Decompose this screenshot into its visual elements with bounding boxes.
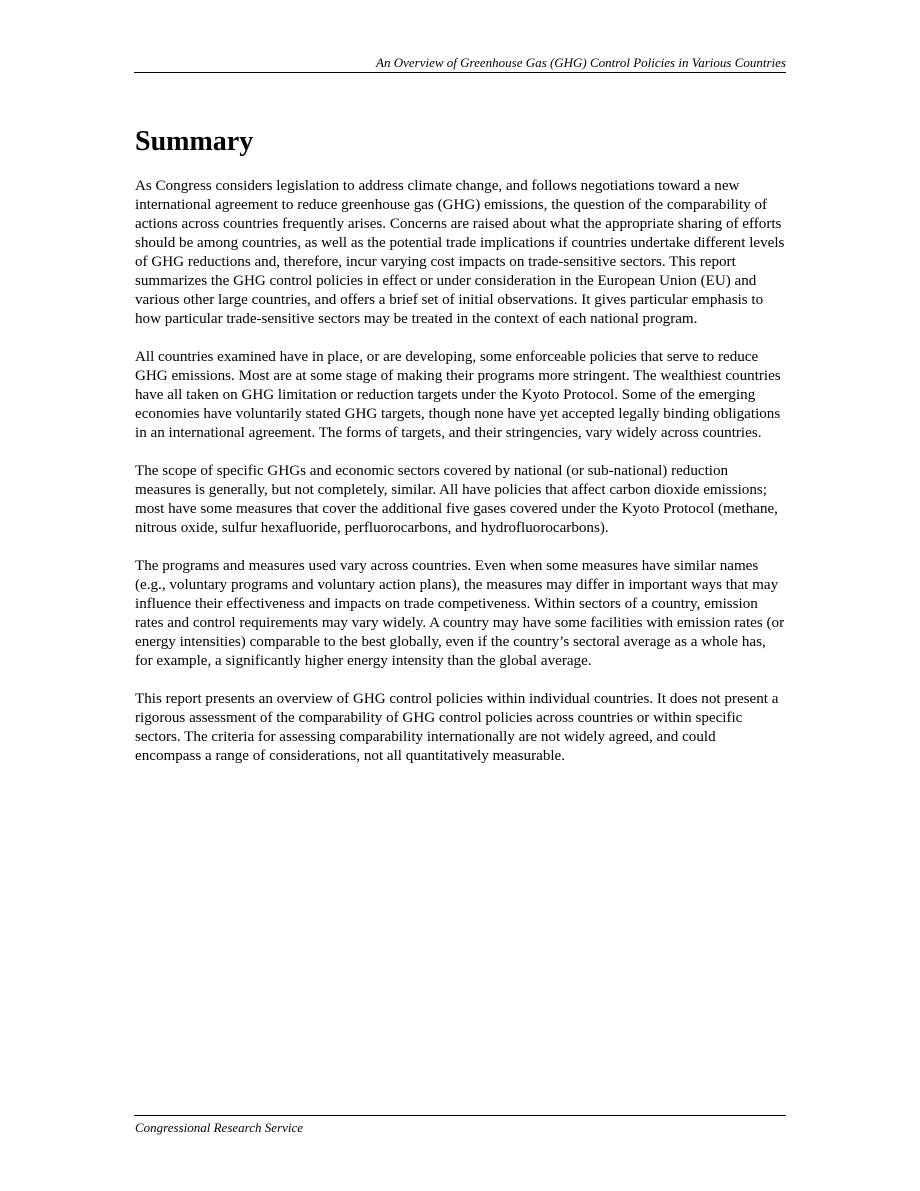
summary-body xyxy=(135,177,785,785)
section-title: Summary xyxy=(135,126,254,157)
summary-paragraph-3: The scope of specific GHGs and economic sectors covered by national (or sub-national) reduction measures is generally, but not completely, similar. All have policies that affect carbon dioxide emissions; most have some measures that cover the additional five gases covered under the Kyoto Protocol (methane, nitrous oxide, sulfur hexafluoride, perfluorocarbons, and hydrofluorocarbons). xyxy=(135,463,778,536)
footer-rule xyxy=(134,1115,786,1116)
running-footer-publisher: Congressional Research Service xyxy=(135,1120,303,1135)
header-rule xyxy=(134,72,786,73)
running-header-title: An Overview of Greenhouse Gas (GHG) Control Policies in Various Countries xyxy=(376,55,786,70)
summary-paragraph-2: All countries examined have in place, or are developing, some enforceable policies that serve to reduce GHG emissions. Most are at some stage of making their programs more stringent. The wealthiest countries have all taken on GHG limitation or reduction targets under the Kyoto Protocol. Some of the emerging economies have voluntarily stated GHG targets, though none have yet accepted legally binding obligations in an international agreement. The forms of targets, and their stringencies, vary widely across countries. xyxy=(135,349,781,441)
summary-paragraph-4: The programs and measures used vary across countries. Even when some measures have similar names (e.g., voluntary programs and voluntary action plans), the measures may differ in important ways that may influence their effectiveness and impacts on trade competiveness. Within sectors of a country, emission rates and control requirements may vary widely. A country may have some facilities with emission rates (or energy intensities) comparable to the best globally, even if the country’s sectoral average as a whole has, for example, a significantly higher energy intensity than the global average. xyxy=(135,558,785,669)
summary-paragraph-1: As Congress considers legislation to address climate change, and follows negotiations toward a new international agreement to reduce greenhouse gas (GHG) emissions, the question of the comparability of actions across countries frequently arises. Concerns are raised about what the appropriate sharing of efforts should be among countries, as well as the potential trade implications if countries undertake different levels of GHG reductions and, therefore, incur varying cost impacts on trade-sensitive sectors. This report summarizes the GHG control policies in effect or under consideration in the European Union (EU) and various other large countries, and offers a brief set of initial observations. It gives particular emphasis to how particular trade-sensitive sectors may be treated in the context of each national program. xyxy=(135,178,785,327)
summary-paragraph-5: This report presents an overview of GHG control policies within individual countries. It does not present a rigorous assessment of the comparability of GHG control policies across countries or within specific sectors. The criteria for assessing comparability internationally are not widely agreed, and could encompass a range of considerations, not all quantitatively measurable. xyxy=(135,691,779,764)
